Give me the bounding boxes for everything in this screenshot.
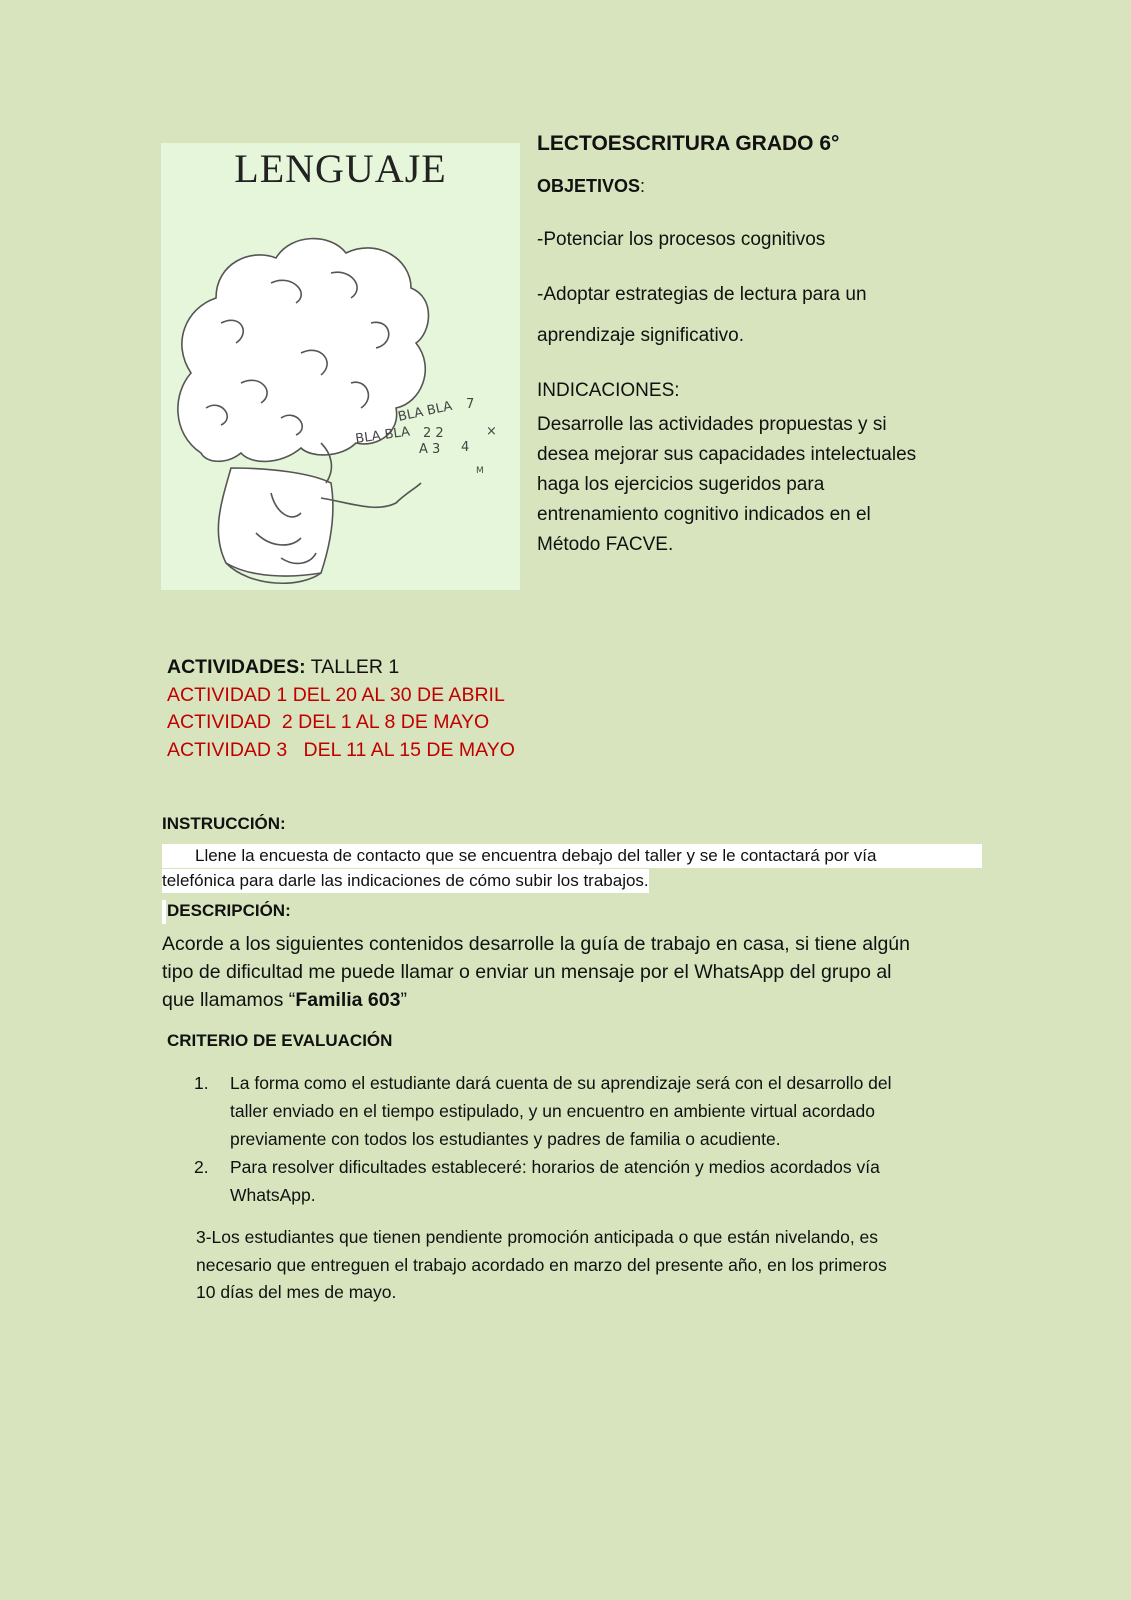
- criteria-note: [196, 1224, 996, 1307]
- criteria-line: Para resolver dificultades estableceré: horarios de atención y medios acordados vía: [230, 1157, 880, 1177]
- indications-line: haga los ejercicios sugeridos para: [537, 474, 825, 495]
- objectives-label: OBJETIVOS: [537, 176, 641, 196]
- criteria-line: taller enviado en el tiempo estipulado, y un encuentro en ambiente virtual acordado: [230, 1101, 875, 1121]
- svg-text:7: 7: [466, 397, 475, 412]
- description-line-suffix: ”: [400, 989, 407, 1011]
- criteria-note-line: 10 días del mes de mayo.: [196, 1282, 397, 1302]
- description-line: [162, 986, 910, 1014]
- activities-block: [167, 654, 515, 764]
- page-title: LECTOESCRITURA GRADO 6°: [537, 132, 840, 155]
- brain-character-drawing: [161, 203, 520, 590]
- svg-text:BLA BLA: BLA BLA: [354, 424, 411, 447]
- objective-1: -Potenciar los procesos cognitivos: [537, 229, 826, 250]
- activity-item: ACTIVIDAD 3 DEL 11 AL 15 DE MAYO: [167, 738, 515, 761]
- criteria-item: [194, 1069, 990, 1153]
- activities-label: ACTIVIDADES:: [167, 656, 306, 678]
- svg-text:4: 4: [461, 440, 470, 455]
- lenguaje-illustration: [161, 143, 520, 590]
- activity-item: ACTIVIDAD 1 DEL 20 AL 30 DE ABRIL: [167, 683, 505, 706]
- criteria-number: 2.: [194, 1157, 209, 1177]
- svg-text:M: M: [476, 466, 484, 476]
- description-text: [162, 930, 910, 1014]
- criteria-note-line: necesario que entreguen el trabajo acordado en marzo del presente año, en los primeros: [196, 1254, 887, 1275]
- indications-label: INDICACIONES:: [537, 380, 680, 401]
- description-label: DESCRIPCIÓN:: [167, 901, 291, 920]
- instruction-label: INSTRUCCIÓN:: [162, 814, 286, 833]
- objectives-colon: :: [640, 176, 646, 196]
- description-line: Acorde a los siguientes contenidos desarrolle la guía de trabajo en casa, si tiene algún: [162, 933, 910, 955]
- objective-2-line-1: -Adoptar estrategias de lectura para un: [537, 284, 867, 305]
- criteria-line: La forma como el estudiante dará cuenta de su aprendizaje será con el desarrollo del: [230, 1073, 892, 1093]
- criteria-list: [194, 1069, 990, 1209]
- instruction-line-2: telefónica para darle las indicaciones de cómo subir los trabajos.: [162, 869, 649, 893]
- criteria-item: [194, 1153, 990, 1209]
- indications-text: [537, 410, 977, 560]
- activity-item: ACTIVIDAD 2 DEL 1 AL 8 DE MAYO: [167, 711, 490, 733]
- criteria-line: previamente con todos los estudiantes y padres de familia o acudiente.: [230, 1129, 781, 1149]
- activities-heading: [167, 654, 515, 682]
- description-line: tipo de dificultad me puede llamar o enviar un mensaje por el WhatsApp del grupo al: [162, 961, 892, 983]
- instruction-line-1: Llene la encuesta de contacto que se encuentra debajo del taller y se le contactará por vía: [162, 844, 982, 868]
- svg-text:BLA BLA: BLA BLA: [396, 398, 454, 425]
- criteria-number: 1.: [194, 1073, 209, 1093]
- description-marker: [162, 900, 166, 924]
- svg-text:2 2: 2 2: [423, 426, 444, 441]
- svg-text:A 3: A 3: [419, 442, 441, 457]
- indications-line: entrenamiento cognitivo indicados en el: [537, 504, 871, 525]
- criteria-line: WhatsApp.: [230, 1185, 316, 1205]
- illustration-title: LENGUAJE: [234, 146, 447, 191]
- taller-label: TALLER 1: [305, 656, 400, 678]
- group-name: Familia 603: [295, 989, 401, 1011]
- indications-line: desea mejorar sus capacidades intelectuales: [537, 444, 917, 465]
- header-column: [537, 132, 977, 560]
- description-line-prefix: que llamamos “: [162, 989, 296, 1011]
- indications-line: Método FACVE.: [537, 534, 674, 555]
- indications-line: Desarrolle las actividades propuestas y si: [537, 414, 887, 435]
- svg-text:×: ×: [486, 424, 497, 439]
- objectives-heading: [537, 176, 977, 197]
- objective-2-line-2: aprendizaje significativo.: [537, 325, 745, 346]
- criteria-note-line: 3-Los estudiantes que tienen pendiente promoción anticipada o que están nivelando, es: [196, 1227, 879, 1247]
- criteria-label: CRITERIO DE EVALUACIÓN: [167, 1031, 393, 1050]
